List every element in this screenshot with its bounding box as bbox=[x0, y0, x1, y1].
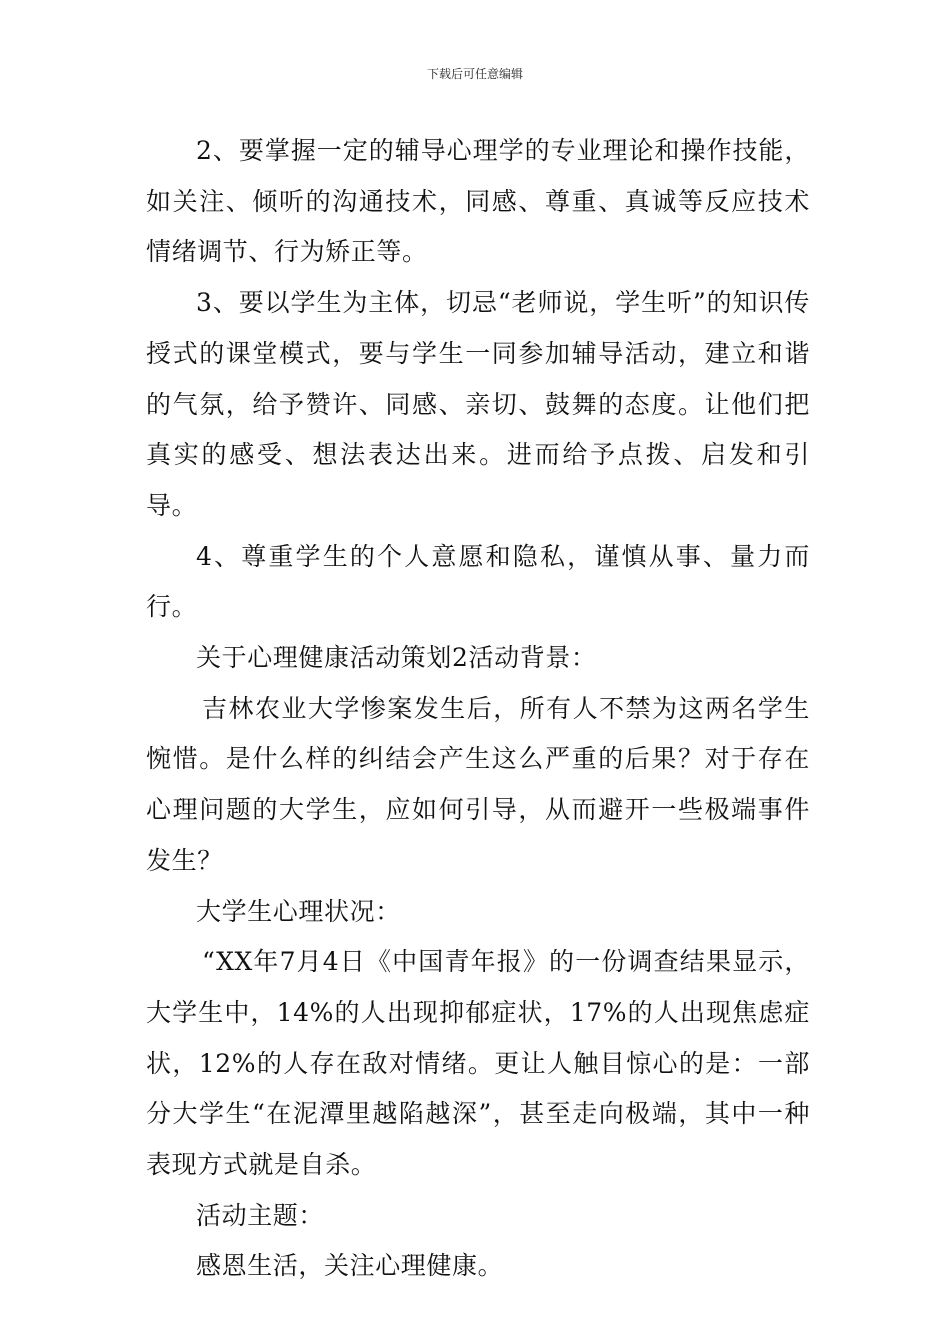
section-heading-psychology-status: 大学生心理状况： bbox=[196, 896, 401, 926]
section-heading-background: 关于心理健康活动策划2活动背景： bbox=[196, 643, 597, 673]
page-header: 下载后可任意编辑 bbox=[426, 67, 523, 81]
paragraph-requirement-2: 2、要掌握一定的辅导心理学的专业理论和操作技能，如关注、倾听的沟通技术，同感、尊重、真诚等反应技术情绪调节、行为矫正等。 bbox=[146, 136, 810, 267]
section-heading-theme: 活动主题： bbox=[196, 1200, 325, 1230]
paragraph-theme: 感恩生活，关注心理健康。 bbox=[196, 1251, 504, 1281]
document-body bbox=[146, 126, 810, 1292]
paragraph-requirement-3: 3、要以学生为主体，切忌“老师说，学生听”的知识传授式的课堂模式，要与学生一同参加辅导活动，建立和谐的气氛，给予赞许、同感、亲切、鼓舞的态度。让他们把真实的感受、想法表达出来。进而给予点拨、启发和引导。 bbox=[146, 288, 810, 520]
paragraph-background: 吉林农业大学惨案发生后，所有人不禁为这两名学生惋惜。是什么样的纠结会产生这么严重的后果？对于存在心理问题的大学生，应如何引导，从而避开一些极端事件发生？ bbox=[146, 693, 810, 875]
paragraph-survey-results: “XX年7月4日《中国青年报》的一份调查结果显示，大学生中，14%的人出现抑郁症状，17%的人出现焦虑症状，12%的人存在敌对情绪。更让人触目惊心的是：一部分大学生“在泥潭里越陷越深”，甚至走向极端，其中一种表现方式就是自杀。 bbox=[146, 947, 810, 1180]
paragraph-requirement-4: 4、尊重学生的个人意愿和隐私，谨慎从事、量力而行。 bbox=[146, 541, 810, 622]
